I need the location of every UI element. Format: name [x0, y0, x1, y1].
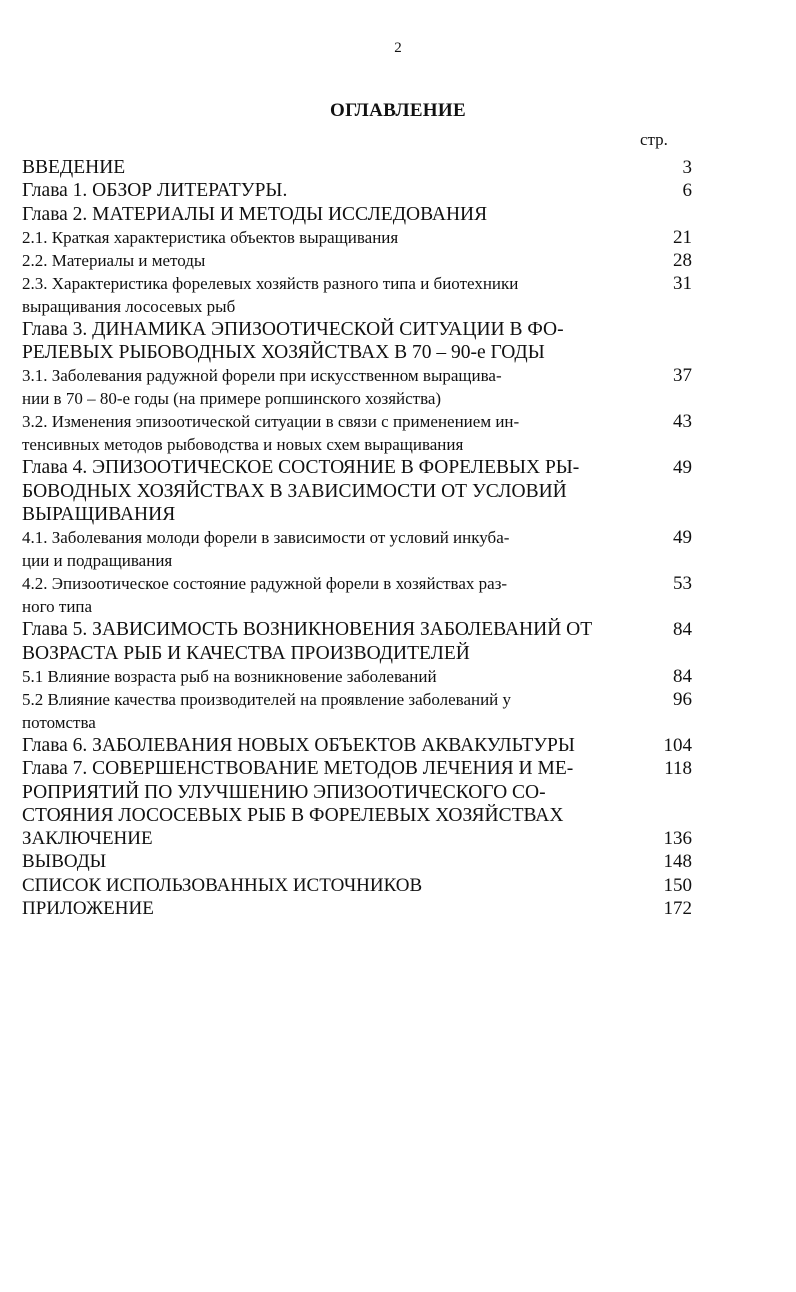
toc-entry-page: 136: [663, 828, 692, 850]
page-title: ОГЛАВЛЕНИЕ: [330, 100, 466, 121]
toc-entry: [22, 850, 692, 873]
page-number: 2: [394, 40, 402, 56]
toc-entry-title: ВЫВОДЫ: [22, 851, 107, 873]
toc-entry: [22, 226, 692, 249]
toc-entry-title: Глава 4. ЭПИЗООТИЧЕСКОЕ СОСТОЯНИЕ В ФОРЕЛЕВЫХ РЫ- БОВОДНЫХ ХОЗЯЙСТВАХ В ЗАВИСИМОСТИ ОТ УСЛОВИЙ ВЫРАЩИВАНИЯ: [22, 457, 580, 526]
toc-entry: [22, 526, 692, 572]
toc-entry-page: 37: [673, 365, 692, 387]
toc-entry: [22, 757, 692, 827]
toc-entry-page: 43: [673, 411, 692, 433]
toc-entry-page: 21: [673, 226, 692, 248]
toc-entry-page: 104: [663, 734, 692, 756]
toc-entry: [22, 456, 692, 526]
toc-entry-title: 2.1. Краткая характеристика объектов выращивания: [22, 227, 399, 247]
toc-entry: [22, 249, 692, 272]
toc-entry-title: 4.2. Эпизоотическое состояние радужной форели в хозяйствах раз- ного типа: [22, 574, 508, 617]
toc-entry-page: 96: [673, 688, 692, 710]
toc-entry-title: Глава 1. ОБЗОР ЛИТЕРАТУРЫ.: [22, 180, 288, 202]
toc-entry: [22, 572, 692, 618]
toc-entry: [22, 688, 692, 734]
toc-entry: [22, 156, 692, 179]
toc-entry-page: 6: [682, 180, 692, 202]
toc-entry-page: 28: [673, 249, 692, 271]
page-column-label: стр.: [640, 130, 668, 149]
toc-entry: [22, 364, 692, 410]
toc-entry-title: 5.2 Влияние качества производителей на проявление заболеваний у потомства: [22, 689, 512, 732]
toc-entry-page: 49: [673, 527, 692, 549]
toc-entry-page: 31: [673, 272, 692, 294]
toc-entry: [22, 618, 692, 665]
toc-entry: [22, 272, 692, 318]
toc-entry: [22, 874, 692, 897]
toc-entry-title: Глава 3. ДИНАМИКА ЭПИЗООТИЧЕСКОЙ СИТУАЦИИ В ФО- РЕЛЕВЫХ РЫБОВОДНЫХ ХОЗЯЙСТВАХ В 70 – 90-е ГОДЫ: [22, 318, 564, 364]
toc-entry: [22, 203, 692, 226]
toc-entry-page: 118: [664, 758, 692, 780]
toc-entry: [22, 734, 692, 757]
toc-entry-title: Глава 6. ЗАБОЛЕВАНИЯ НОВЫХ ОБЪЕКТОВ АКВАКУЛЬТУРЫ: [22, 734, 575, 756]
toc-entry-title: Глава 5. ЗАВИСИМОСТЬ ВОЗНИКНОВЕНИЯ ЗАБОЛЕВАНИЙ ОТ ВОЗРАСТА РЫБ И КАЧЕСТВА ПРОИЗВОДИТЕЛЕЙ: [22, 619, 593, 664]
toc-entry: [22, 410, 692, 456]
toc-entry-page: 150: [663, 874, 692, 896]
table-of-contents: [22, 156, 692, 920]
toc-entry-page: 53: [673, 573, 692, 595]
toc-entry-title: ВВЕДЕНИЕ: [22, 157, 126, 178]
toc-entry-title: 2.3. Характеристика форелевых хозяйств разного типа и биотехники выращивания лососевых рыб: [22, 273, 519, 316]
toc-entry-title: ПРИЛОЖЕНИЕ: [22, 898, 154, 920]
toc-entry-page: 49: [673, 457, 692, 479]
toc-entry: [22, 827, 692, 850]
toc-entry-page: 84: [673, 619, 692, 641]
toc-entry-title: ЗАКЛЮЧЕНИЕ: [22, 828, 153, 850]
toc-entry-title: СПИСОК ИСПОЛЬЗОВАННЫХ ИСТОЧНИКОВ: [22, 874, 423, 896]
toc-entry-page: 3: [682, 157, 692, 178]
toc-entry-title: 4.1. Заболевания молоди форели в зависимости от условий инкуба- ции и подращивания: [22, 528, 510, 571]
toc-entry: [22, 665, 692, 688]
toc-entry-title: Глава 7. СОВЕРШЕНСТВОВАНИЕ МЕТОДОВ ЛЕЧЕНИЯ И МЕ- РОПРИЯТИЙ ПО УЛУЧШЕНИЮ ЭПИЗООТИЧЕСКОГО СО- СТОЯНИЯ ЛОСОСЕВЫХ РЫБ В ФОРЕЛЕВЫХ ХОЗЯЙСТВАХ: [22, 758, 574, 826]
toc-entry-page: 84: [673, 665, 692, 687]
toc-entry-page: 148: [663, 851, 692, 873]
toc-entry-title: Глава 2. МАТЕРИАЛЫ И МЕТОДЫ ИССЛЕДОВАНИЯ: [22, 203, 488, 225]
toc-entry-title: 2.2. Материалы и методы: [22, 250, 206, 270]
toc-entry-title: 3.2. Изменения эпизоотической ситуации в связи с применением ин- тенсивных методов рыбоводства и новых схем выращивания: [22, 412, 520, 455]
toc-entry-page: 172: [663, 898, 692, 920]
toc-entry-title: 5.1 Влияние возраста рыб на возникновение заболеваний: [22, 666, 437, 686]
toc-entry: [22, 179, 692, 202]
toc-entry-title: 3.1. Заболевания радужной форели при искусственном выращива- нии в 70 – 80-е годы (на примере ропшинского хозяйства): [22, 366, 502, 409]
toc-entry: [22, 897, 692, 920]
toc-entry: [22, 318, 692, 365]
